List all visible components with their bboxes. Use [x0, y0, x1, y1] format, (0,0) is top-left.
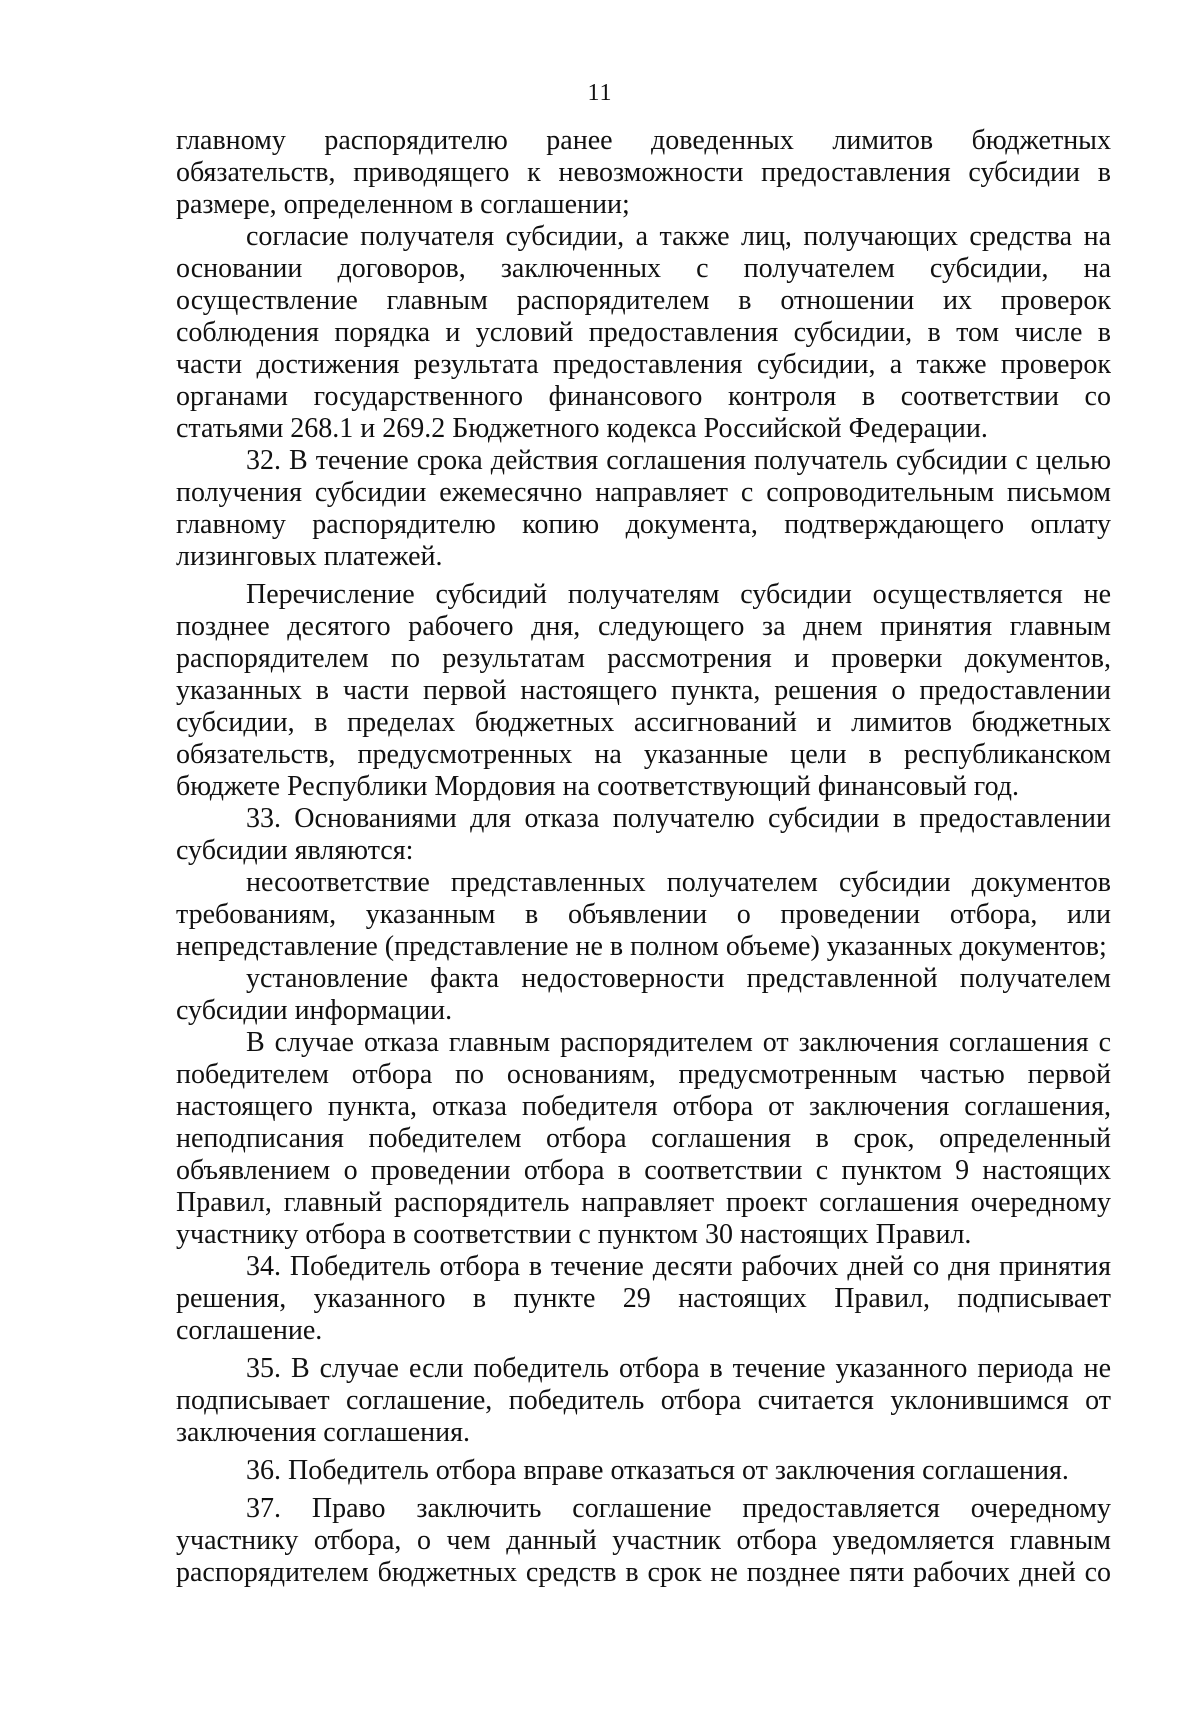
text-line: 37. Право заключить соглашение предоставляется очередному: [246, 1493, 1111, 1524]
text-line: требованиям, указанным в объявлении о проведении отбора, или: [176, 899, 1111, 930]
text-line: 35. В случае если победитель отбора в течение указанного периода не: [246, 1353, 1111, 1384]
text-line: В случае отказа главным распорядителем от заключения соглашения с: [246, 1027, 1111, 1058]
text-line: участнику отбора в соответствии с пунктом 30 настоящих Правил.: [176, 1219, 972, 1250]
text-line: непредставление (представление не в полном объеме) указанных документов;: [176, 931, 1107, 962]
text-line: части достижения результата предоставления субсидии, а также проверок: [176, 349, 1111, 380]
text-line: 34. Победитель отбора в течение десяти рабочих дней со дня принятия: [246, 1251, 1111, 1282]
text-line: обязательств, приводящего к невозможности предоставления субсидии в: [176, 157, 1111, 188]
text-line: победителем отбора по основаниям, предусмотренным частью первой: [176, 1059, 1111, 1090]
document-body: [176, 125, 1111, 1589]
text-line: установление факта недостоверности представленной получателем: [246, 963, 1111, 994]
text-line: позднее десятого рабочего дня, следующего за днем принятия главным: [176, 611, 1111, 642]
text-line: неподписания победителем отбора соглашения в срок, определенный: [176, 1123, 1111, 1154]
text-line: несоответствие представленных получателем субсидии документов: [246, 867, 1111, 898]
text-line: участнику отбора, о чем данный участник отбора уведомляется главным: [176, 1525, 1111, 1556]
page-number: 11: [587, 80, 613, 106]
text-line: указанных в части первой настоящего пункта, решения о предоставлении: [176, 675, 1111, 706]
text-line: решения, указанного в пункте 29 настоящих Правил, подписывает: [176, 1283, 1111, 1314]
text-line: главному распорядителю ранее доведенных лимитов бюджетных: [176, 125, 1111, 156]
text-line: объявлением о проведении отбора в соответствии с пунктом 9 настоящих: [176, 1155, 1111, 1186]
text-line: субсидии информации.: [176, 995, 453, 1026]
text-line: соблюдения порядка и условий предоставления субсидии, в том числе в: [176, 317, 1111, 348]
text-line: органами государственного финансового контроля в соответствии со: [176, 381, 1111, 412]
text-line: осуществление главным распорядителем в отношении их проверок: [176, 285, 1111, 316]
text-line: размере, определенном в соглашении;: [176, 189, 630, 220]
text-line: согласие получателя субсидии, а также лиц, получающих средства на: [246, 221, 1111, 252]
text-line: подписывает соглашение, победитель отбора считается уклонившимся от: [176, 1385, 1111, 1416]
text-line: 32. В течение срока действия соглашения получатель субсидии с целью: [246, 445, 1111, 476]
text-line: Перечисление субсидий получателям субсидии осуществляется не: [246, 579, 1111, 610]
text-line: заключения соглашения.: [176, 1417, 470, 1448]
text-line: распорядителем бюджетных средств в срок не позднее пяти рабочих дней со: [176, 1557, 1111, 1588]
text-line: основании договоров, заключенных с получателем субсидии, на: [176, 253, 1111, 284]
text-line: получения субсидии ежемесячно направляет с сопроводительным письмом: [176, 477, 1111, 508]
text-line: настоящего пункта, отказа победителя отбора от заключения соглашения,: [176, 1091, 1111, 1122]
text-line: субсидии являются:: [176, 835, 414, 866]
text-line: 36. Победитель отбора вправе отказаться от заключения соглашения.: [246, 1455, 1069, 1486]
text-line: субсидии, в пределах бюджетных ассигнований и лимитов бюджетных: [176, 707, 1111, 738]
text-line: 33. Основаниями для отказа получателю субсидии в предоставлении: [246, 803, 1111, 834]
text-line: бюджете Республики Мордовия на соответствующий финансовый год.: [176, 771, 1020, 802]
text-line: распорядителем по результатам рассмотрения и проверки документов,: [176, 643, 1111, 674]
text-line: Правил, главный распорядитель направляет проект соглашения очередному: [176, 1187, 1111, 1218]
text-line: обязательств, предусмотренных на указанные цели в республиканском: [176, 739, 1111, 770]
text-line: статьями 268.1 и 269.2 Бюджетного кодекса Российской Федерации.: [176, 413, 988, 444]
text-line: соглашение.: [176, 1315, 323, 1346]
text-line: лизинговых платежей.: [176, 541, 443, 572]
text-line: главному распорядителю копию документа, подтверждающего оплату: [176, 509, 1111, 540]
